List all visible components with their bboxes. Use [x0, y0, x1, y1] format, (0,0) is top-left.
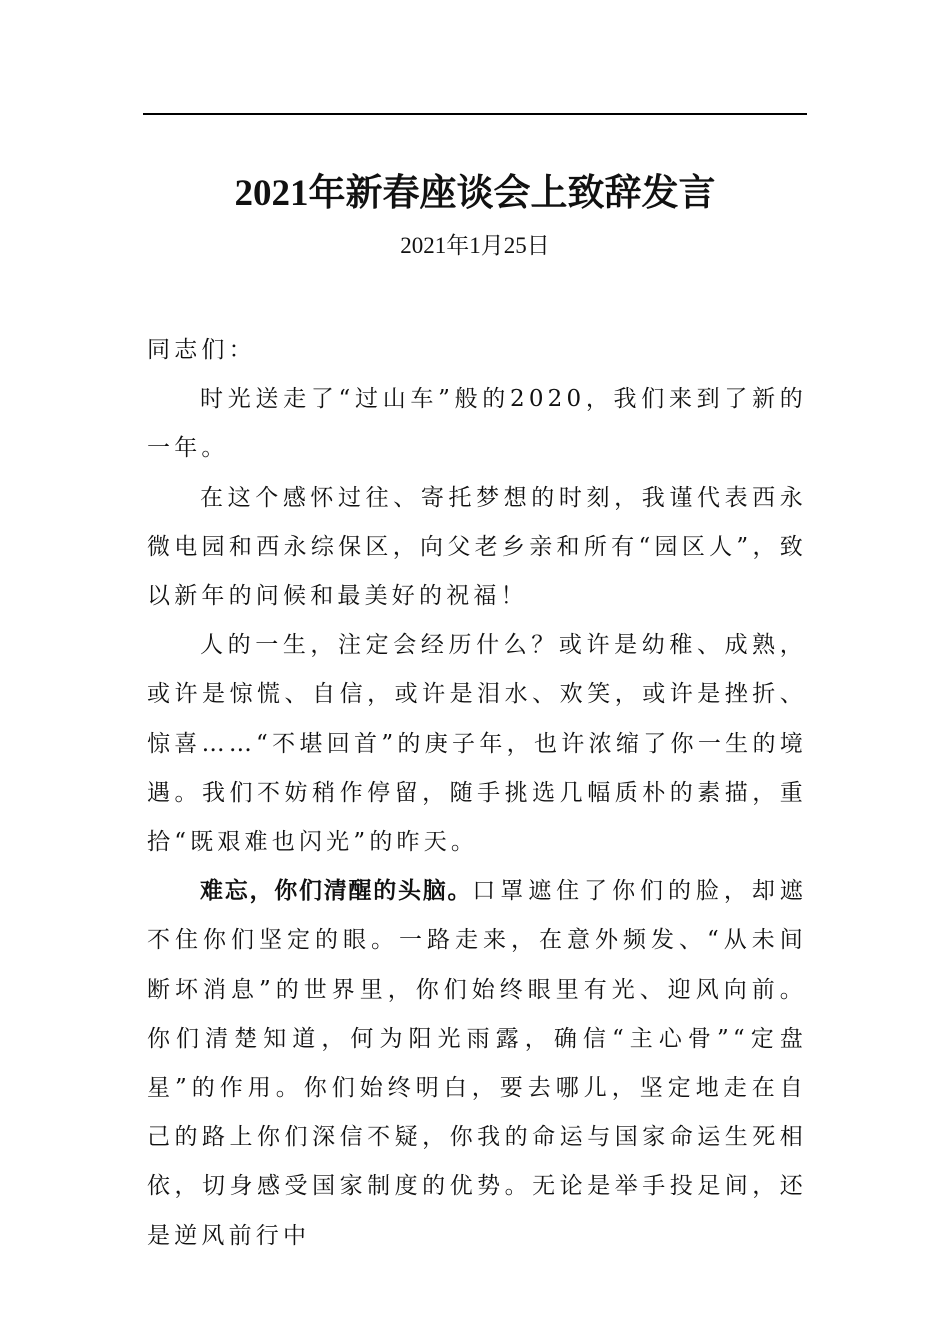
- document-date: 2021年1月25日: [400, 233, 550, 258]
- document-body: [147, 326, 807, 1261]
- paragraph: 在这个感怀过往、寄托梦想的时刻，我谨代表西永微电园和西永综保区，向父老乡亲和所有“园区人”，致以新年的问候和最美好的祝福！: [147, 484, 807, 610]
- header-rule: [143, 113, 807, 115]
- document-title: 2021年新春座谈会上致辞发言: [234, 173, 716, 214]
- section-paragraph: [147, 867, 807, 1261]
- paragraph: 人的一生，注定会经历什么？或许是幼稚、成熟，或许是惊慌、自信，或许是泪水、欢笑，或许是挫折、惊喜……“不堪回首”的庚子年，也许浓缩了你一生的境遇。我们不妨稍作停留，随手挑选几幅质朴的素描，重拾“既艰难也闪光”的昨天。: [147, 632, 807, 856]
- section-lead: 难忘，你们清醒的头脑。: [200, 878, 473, 905]
- salutation: 同志们：: [147, 337, 256, 363]
- section-text: 口罩遮住了你们的脸，却遮不住你们坚定的眼。一路走来，在意外频发、“从未间断坏消息”的世界里，你们始终眼里有光、迎风向前。你们清楚知道，何为阳光雨露，确信“主心骨”“定盘星”的作用。你们始终明白，要去哪儿，坚定地走在自己的路上你们深信不疑，你我的命运与国家命运生死相依，切身感受国家制度的优势。无论是举手投足间，还是逆风前行中: [147, 878, 807, 1249]
- paragraph: 时光送走了“过山车”般的2020，我们来到了新的一年。: [147, 386, 807, 462]
